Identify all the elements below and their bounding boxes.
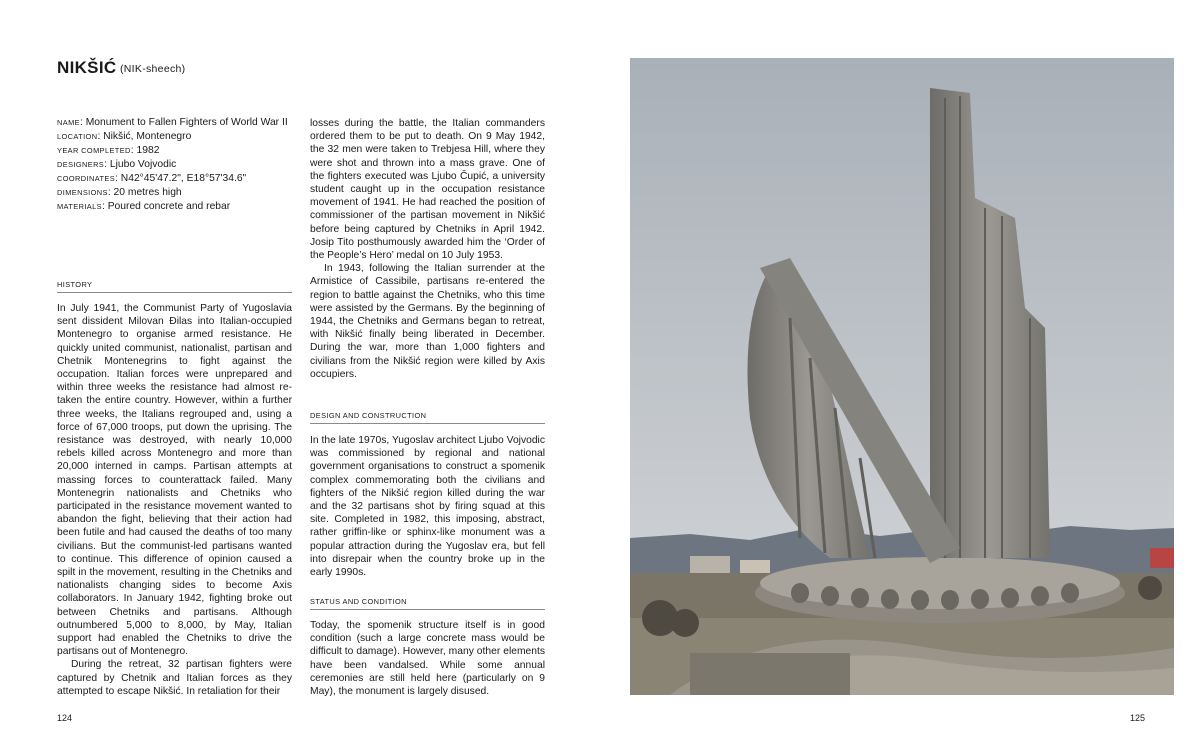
- status-heading: STATUS AND CONDITION: [310, 597, 545, 610]
- fact-materials: MATERIALS: Poured concrete and rebar: [57, 201, 231, 212]
- history-paragraph-2: During the retreat, 32 partisan fighters were captured by Chetnik and Italian forces as they attempted to escape Nikšić. In retaliation for their: [57, 659, 292, 697]
- monument-photo: [630, 58, 1174, 695]
- history-paragraph-3: losses during the battle, the Italian commanders ordered them to be put to death. On 9 May 1942, the 32 men were taken to Trebjesa Hill, where they were shot and thrown into a mass grave. One of the fighters executed was Ljubo Čupić, a university student caught up in the occupation resistance movement of 1941. He had reached the position of commissioner of the partisan movement in Nikšić before being captured by Chetniks in April 1942. Josip Tito posthumously awarded him the ‘Order of the People’s Hero’ medal on 10 July 1953.: [310, 118, 545, 262]
- fact-location: LOCATION: Nikšić, Montenegro: [57, 131, 192, 142]
- fact-name: NAME: Monument to Fallen Fighters of World War II: [57, 117, 288, 128]
- history-column: [57, 302, 292, 698]
- history-column-continued: [310, 117, 545, 381]
- status-paragraph: Today, the spomenik structure itself is in good condition (such a large concrete mass would be difficult to damage). However, many other elements have been vandalsed. While some annual ceremonies are still held here (particularly on 9 May), the monument is largely disused.: [310, 620, 545, 698]
- history-paragraph-1: In July 1941, the Communist Party of Yugoslavia sent dissident Milovan Đilas into Italian-occupied Montenegro to organise armed resistance. He quickly united communist, nationalist, partisan and Chetnik Montenegrins to fight against the occupation. Italian forces were unprepared and within three weeks the resistance had almost re-taken the entire country. However, within a further three weeks, the Italians regrouped and, using a force of 67,000 troops, put down the uprising. The resistance was destroyed, with nearly 10,000 rebels killed across Montenegro and more than 20,000 interned in camps. Partisan attempts at massing forces to counterattack failed. Many Montenegrin nationalists and Chetniks who participated in the resistance movement wanted to abandon the fight, believing that their action had been futile and had caused the deaths of too many civilians. But the communist-led partisans wanted to continue. This difference of opinion caused a spilt in the movement, resulting in the Chetniks and nationalists changing sides to become Axis collaborators. In January 1942, fighting broke out between Chetniks and partisans. Although outnumbered 5,000 to 8,000, by May, Italian support had enabled the Chetniks to drive the partisans out of Montenegro.: [57, 303, 292, 658]
- history-heading: HISTORY: [57, 280, 292, 293]
- fact-sheet: [57, 116, 297, 214]
- fact-dimensions: DIMENSIONS: 20 metres high: [57, 187, 182, 198]
- page-number-right: 125: [1130, 713, 1146, 723]
- page-number-left: 124: [57, 713, 73, 723]
- fact-designers: DESIGNERS: Ljubo Vojvodic: [57, 159, 177, 170]
- history-paragraph-4: In 1943, following the Italian surrender at the Armistice of Cassibile, partisans re-entered the region to battle against the Chetniks, who this time were assisted by the Germans. By the beginning of 1944, the Chetniks and Germans began to retreat, with Nikšić finally being liberated in December. During the war, more than 1,000 fighters and civilians from the Nikšić region were killed by Axis occupiers.: [310, 263, 545, 380]
- pronunciation: (NIK-sheech): [120, 63, 186, 75]
- design-paragraph: In the late 1970s, Yugoslav architect Ljubo Vojvodic was commissioned by regional and national government organisations to construct a spomenik complex commemorating both the civilians and fighters of the Nikšić region killed during the war and the 32 partisans shot by firing squad at this site. Completed in 1982, this imposing, abstract, rather griffin-like or sphinx-like monument was a popular attraction during the Yugoslav era, but fell into disrepair when the country broke up in the early 1990s.: [310, 435, 545, 579]
- page-title: NIKŠIĆ: [57, 58, 117, 77]
- design-column: [310, 434, 545, 579]
- fact-year: YEAR COMPLETED: 1982: [57, 145, 160, 156]
- status-column: [310, 619, 545, 698]
- design-heading: DESIGN AND CONSTRUCTION: [310, 411, 545, 424]
- fact-coordinates: COORDINATES: N42°45'47.2", E18°57'34.6": [57, 173, 247, 184]
